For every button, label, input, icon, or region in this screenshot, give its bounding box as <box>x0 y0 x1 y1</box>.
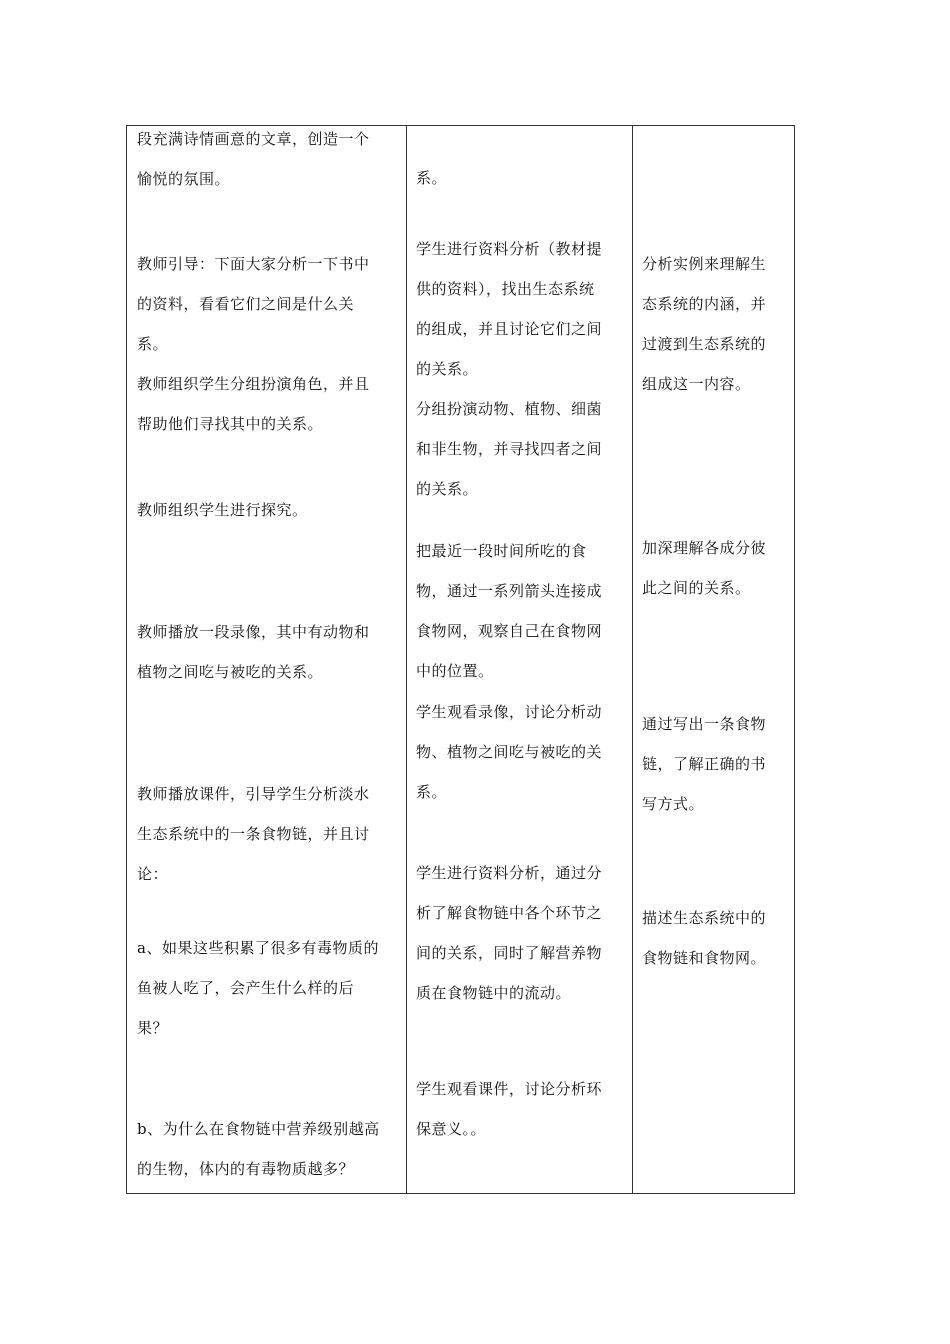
student-paragraph: 学生进行资料分析（教材提 供的资料），找出生态系统 的组成，并且讨论它们之间 的关系。 <box>416 240 603 378</box>
student-paragraph: 学生进行资料分析，通过分 析了解食物链中各个环节之 间的关系，同时了解营养物 质在食物链中的流动。 <box>416 864 603 1002</box>
intent-paragraph: 分析实例来理解生 态系统的内涵，并 过渡到生态系统的 组成这一内容。 <box>642 255 767 393</box>
teacher-paragraph: 教师组织学生分组扮演角色，并且 帮助他们寻找其中的关系。 <box>137 375 370 433</box>
teacher-paragraph: 教师引导：下面大家分析一下书中 的资料，看看它们之间是什么关 系。 <box>137 255 370 353</box>
teacher-paragraph: 段充满诗情画意的文章，创造一个 愉悦的氛围。 <box>137 130 370 188</box>
student-paragraph: 学生观看录像，讨论分析动 物、植物之间吃与被吃的关 系。 <box>416 703 603 801</box>
student-paragraph: 学生观看课件，讨论分析环 保意义。。 <box>416 1080 603 1138</box>
column-divider-1 <box>406 126 407 1193</box>
intent-paragraph: 通过写出一条食物 链，了解正确的书 写方式。 <box>642 715 767 813</box>
student-paragraph: 把最近一段时间所吃的食 物，通过一系列箭头连接成 食物网，观察自己在食物网 中的位置。 <box>416 542 603 680</box>
teacher-paragraph: a、如果这些积累了很多有毒物质的 鱼被人吃了，会产生什么样的后 果？ <box>137 939 379 1037</box>
teacher-paragraph: 教师组织学生进行探究。 <box>137 501 308 519</box>
teacher-paragraph: 教师播放课件，引导学生分析淡水 生态系统中的一条食物链，并且讨 论： <box>137 785 370 883</box>
student-paragraph: 分组扮演动物、植物、细菌 和非生物，并寻找四者之间 的关系。 <box>416 400 603 498</box>
teacher-paragraph: b、为什么在食物链中营养级别越高 的生物，体内的有毒物质越多？ <box>137 1120 380 1178</box>
student-paragraph: 系。 <box>416 169 448 187</box>
intent-paragraph: 描述生态系统中的 食物链和食物网。 <box>642 909 767 967</box>
column-divider-2 <box>632 126 633 1193</box>
teacher-paragraph: 教师播放一段录像，其中有动物和 植物之间吃与被吃的关系。 <box>137 623 370 681</box>
intent-paragraph: 加深理解各成分彼 此之间的关系。 <box>642 539 767 597</box>
lesson-table <box>126 125 795 1194</box>
